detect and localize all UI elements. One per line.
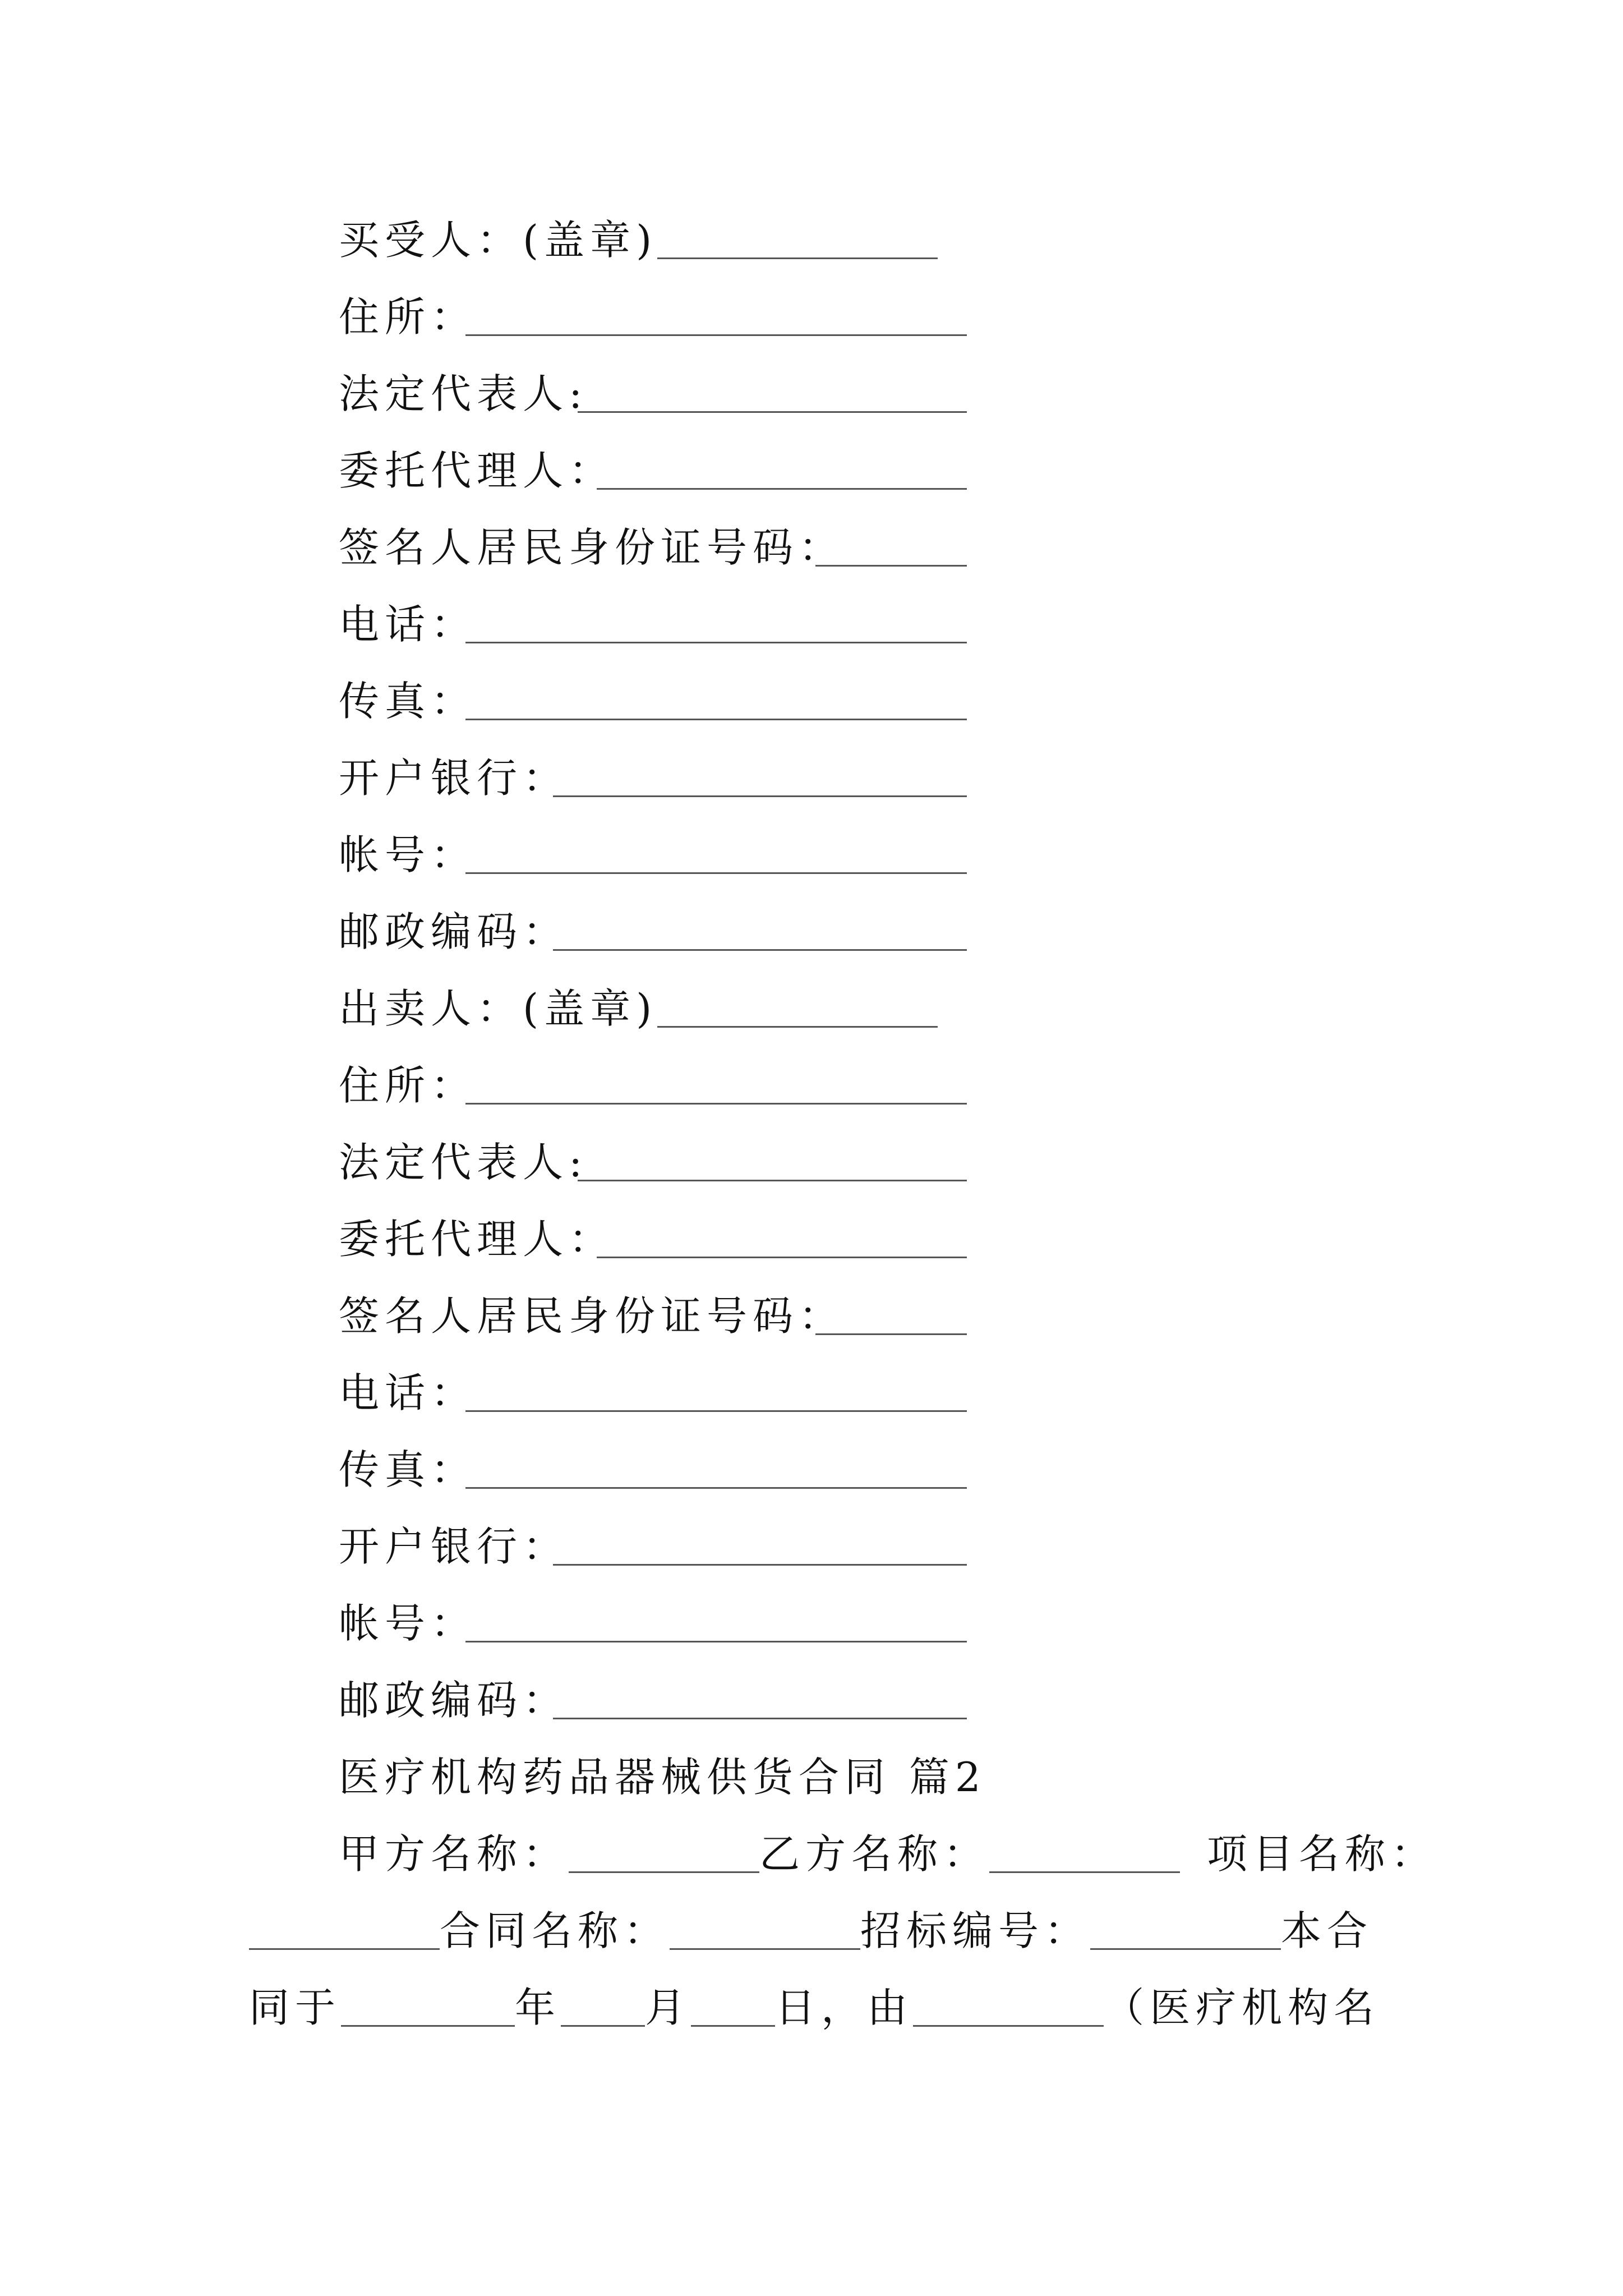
buyer-legal-rep-line (339, 366, 967, 422)
seller-address-blank (465, 1102, 967, 1105)
month-text: 月 (645, 1984, 691, 2031)
party-a-blank (569, 1871, 759, 1873)
seller-bank-label: 开户银行： (339, 1523, 569, 1570)
seller-fax-blank (465, 1487, 967, 1489)
seller-legal-rep-line (339, 1134, 967, 1190)
party-b-blank (989, 1871, 1180, 1873)
seller-id-blank (815, 1333, 967, 1335)
buyer-fax-line (339, 673, 967, 729)
seller-bank-blank (553, 1563, 967, 1566)
seller-postcode-label: 邮政编码： (339, 1677, 569, 1724)
buyer-fax-label: 传真： (339, 678, 477, 725)
contract-name-blank (670, 1948, 860, 1950)
buyer-id-line (339, 519, 967, 576)
org-name-text: （医疗机构名 (1104, 1984, 1380, 2031)
buyer-agent-blank (597, 487, 967, 490)
year-blank (341, 2024, 515, 2027)
seller-account-blank (465, 1640, 967, 1642)
seller-agent-label: 委托代理人： (339, 1216, 615, 1263)
buyer-phone-label: 电话： (339, 601, 477, 648)
buyer-postcode-line (339, 904, 967, 960)
seller-address-label: 住所： (339, 1062, 477, 1109)
buyer-account-blank (465, 872, 967, 874)
seller-phone-blank (465, 1410, 967, 1412)
seller-phone-label: 电话： (339, 1369, 477, 1416)
tender-no-blank (1090, 1948, 1281, 1950)
tender-no-label: 招标编号： (860, 1907, 1091, 1954)
seller-postcode-line (339, 1672, 967, 1728)
seller-fax-line (339, 1442, 967, 1498)
seller-postcode-blank (553, 1717, 967, 1719)
seller-id-label: 签名人居民身份证号码： (339, 1292, 845, 1340)
seller-id-line (339, 1288, 967, 1344)
buyer-postcode-blank (553, 949, 967, 951)
day-blank (691, 2024, 775, 2027)
buyer-bank-line (339, 750, 967, 806)
seller-account-label: 帐号： (339, 1600, 477, 1647)
month-blank (561, 2024, 645, 2027)
buyer-account-line (339, 827, 967, 883)
contract-on-text: 同于 (249, 1984, 342, 2031)
buyer-address-line (339, 289, 967, 345)
buyer-account-label: 帐号： (339, 831, 477, 878)
seller-fax-label: 传真： (339, 1446, 477, 1493)
buyer-heading-line (339, 212, 938, 268)
seller-bank-line (339, 1519, 967, 1575)
project-blank (249, 1948, 440, 1950)
party-a-label: 甲方名称： (339, 1830, 569, 1878)
buyer-id-label: 签名人居民身份证号码： (339, 524, 845, 571)
buyer-agent-line (339, 443, 967, 499)
para-line-3 (249, 1980, 1380, 2036)
buyer-postcode-label: 邮政编码： (339, 908, 569, 955)
buyer-fax-blank (465, 718, 967, 720)
buyer-seal-blank (657, 257, 938, 259)
seller-legal-rep-label: 法定代表人: (339, 1139, 588, 1186)
seller-heading-line (339, 981, 938, 1037)
seller-seal-blank (657, 1025, 938, 1028)
org-blank (913, 2024, 1104, 2027)
party-b-label: 乙方名称： (759, 1830, 990, 1878)
buyer-phone-line (339, 596, 967, 652)
buyer-bank-label: 开户银行： (339, 754, 569, 802)
buyer-phone-blank (465, 641, 967, 643)
section-title: 医疗机构药品器械供货合同 篇2 (339, 1754, 986, 1801)
buyer-id-blank (815, 564, 967, 567)
seller-account-line (339, 1595, 967, 1651)
buyer-address-label: 住所： (339, 293, 477, 341)
day-text: 日，由 (775, 1984, 914, 2031)
seller-agent-line (339, 1211, 967, 1267)
buyer-address-blank (465, 334, 967, 336)
buyer-legal-rep-blank (578, 411, 967, 413)
para-line-2 (249, 1903, 1373, 1959)
para-line-1 (339, 1826, 1437, 1882)
seller-agent-blank (597, 1256, 967, 1258)
seller-heading: 出卖人：(盖章) (339, 985, 658, 1032)
seller-address-line (339, 1057, 967, 1114)
buyer-agent-label: 委托代理人： (339, 447, 615, 494)
project-label: 项目名称： (1207, 1830, 1437, 1878)
buyer-heading: 买受人：(盖章) (339, 217, 658, 264)
contract-name-label: 合同名称： (440, 1907, 670, 1954)
buyer-bank-blank (553, 795, 967, 797)
buyer-legal-rep-label: 法定代表人: (339, 370, 588, 417)
seller-legal-rep-blank (578, 1179, 967, 1181)
year-text: 年 (515, 1984, 561, 2031)
seller-phone-line (339, 1365, 967, 1421)
this-contract-text: 本合 (1281, 1907, 1373, 1954)
